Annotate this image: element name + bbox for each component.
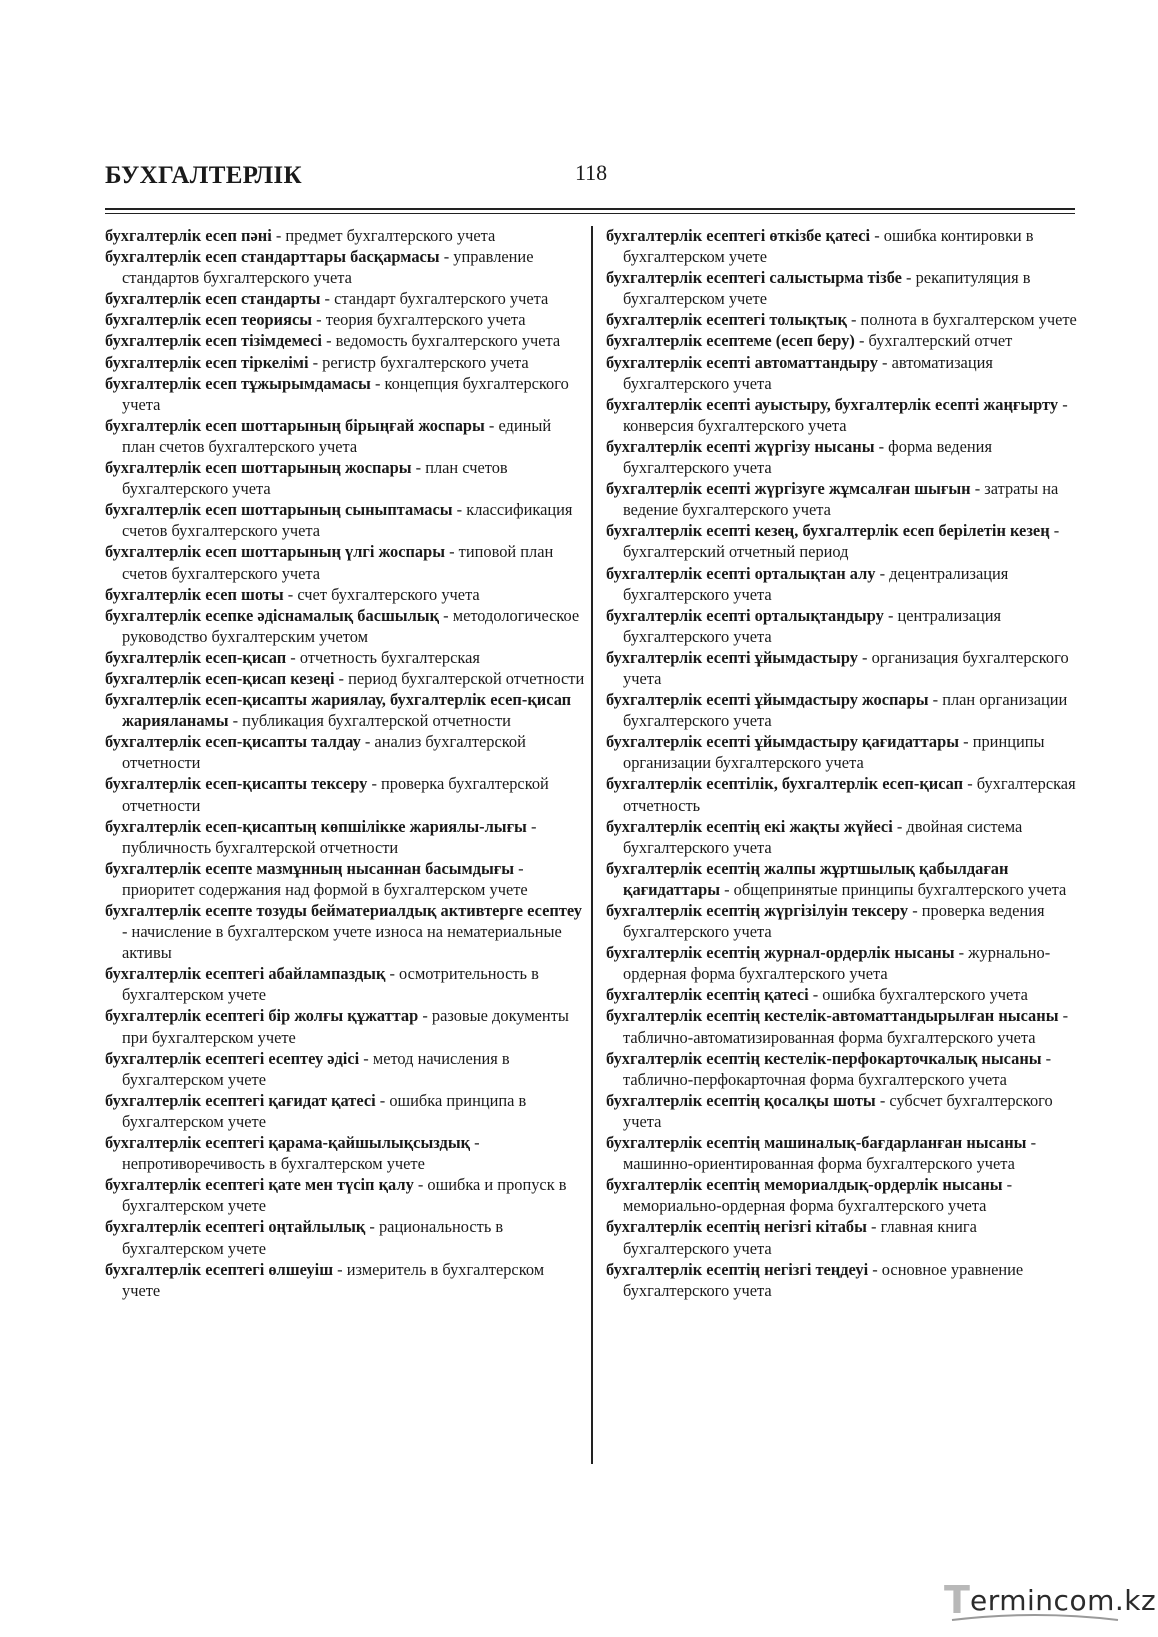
- dictionary-entry: [606, 352, 1078, 394]
- dictionary-entry: [105, 1259, 585, 1301]
- dictionary-entry: [105, 689, 585, 731]
- entry-term: бухгалтерлік есепті кезең, бухгалтерлік есеп берілетін кезең: [606, 521, 1050, 541]
- dictionary-entry: [606, 330, 1078, 351]
- entry-term: бухгалтерлік есепті орталықтандыру: [606, 605, 884, 625]
- entry-term: бухгалтерлік есептің жалпы жұртшылық қабылдаған қағидаттары: [606, 858, 1009, 899]
- dictionary-entry: [606, 1132, 1078, 1174]
- entry-definition: - публикация бухгалтерской отчетности: [228, 711, 511, 731]
- entry-definition: - единый план счетов бухгалтерского учета: [122, 415, 552, 456]
- entry-definition: - счет бухгалтерского учета: [283, 584, 480, 604]
- entry-definition: - начисление в бухгалтерском учете износа на нематериальные активы: [122, 922, 562, 963]
- entry-definition: - основное уравнение бухгалтерского учета: [623, 1259, 1024, 1300]
- entry-term: бухгалтерлік есеп шоттарының үлгі жоспары: [105, 542, 446, 562]
- entry-term: бухгалтерлік есеп шоттарының бірыңғай жоспары: [105, 415, 485, 435]
- dictionary-entry: [606, 436, 1078, 478]
- entry-definition: - предмет бухгалтерского учета: [271, 226, 496, 245]
- entry-term: бухгалтерлік есеп-қисап: [105, 647, 287, 667]
- entry-term: бухгалтерлік есеп тізімдемесі: [105, 331, 322, 351]
- dictionary-entry: [606, 394, 1078, 436]
- entry-definition: - форма ведения бухгалтерского учета: [623, 436, 992, 478]
- left-column: [105, 225, 585, 1301]
- dictionary-entry: [606, 1259, 1078, 1301]
- entry-definition: - рекапитуляция в бухгалтерском учете: [623, 268, 1031, 309]
- entry-term: бухгалтерлік есеп шоттарының жоспары: [105, 458, 412, 478]
- entry-term: бухгалтерлік есептің журнал-ордерлік нысаны: [606, 943, 955, 963]
- entry-term: бухгалтерлік есеп стандарты: [105, 289, 321, 309]
- dictionary-entry: [606, 1048, 1078, 1090]
- dictionary-entry: [105, 457, 585, 499]
- entry-definition: - ошибка контировки в бухгалтерском учете: [623, 226, 1034, 267]
- entry-term: бухгалтерлік есептің екі жақты жүйесі: [606, 816, 893, 836]
- entry-term: бухгалтерлік есеп тұжырымдамасы: [105, 373, 371, 393]
- dictionary-entry: [105, 816, 585, 858]
- entry-definition: - машинно-ориентированная форма бухгалтерского учета: [623, 1133, 1037, 1174]
- entry-term: бухгалтерлік есептің машиналық-бағдарланған нысаны: [606, 1133, 1027, 1153]
- entry-definition: - концепция бухгалтерского учета: [122, 373, 569, 414]
- entry-term: бухгалтерлік есеп теориясы: [105, 310, 313, 330]
- entry-term: бухгалтерлік есепті ауыстыру, бухгалтерлік есепті жаңғырту: [606, 394, 1059, 414]
- entry-definition: - полнота в бухгалтерском учете: [846, 310, 1077, 330]
- entry-definition: - автоматизация бухгалтерского учета: [623, 352, 993, 393]
- dictionary-entry: [105, 1048, 585, 1090]
- dictionary-entry: [105, 731, 585, 773]
- dictionary-entry: [105, 900, 585, 963]
- entry-definition: - конверсия бухгалтерского учета: [623, 394, 1068, 435]
- entry-term: бухгалтерлік есеп-қисапты талдау: [105, 732, 361, 752]
- entry-term: бухгалтерлік есеп пәні: [105, 226, 272, 245]
- dictionary-entry: [606, 900, 1078, 942]
- dictionary-entry: [105, 288, 585, 309]
- entry-definition: - проверка ведения бухгалтерского учета: [623, 901, 1045, 942]
- dictionary-entry: [606, 984, 1078, 1005]
- entry-definition: - типовой план счетов бухгалтерского учета: [122, 542, 554, 583]
- entry-definition: - осмотрительность в бухгалтерском учете: [122, 964, 539, 1005]
- dictionary-entry: [105, 225, 585, 246]
- entry-term: бухгалтерлік есептегі қате мен түсіп қалу: [105, 1175, 414, 1195]
- entry-definition: - журнально-ордерная форма бухгалтерского учета: [623, 943, 1051, 984]
- entry-definition: - теория бухгалтерского учета: [312, 310, 526, 330]
- entry-term: бухгалтерлік есептің негізгі теңдеуі: [606, 1259, 869, 1279]
- dictionary-entry: [105, 1005, 585, 1047]
- entry-term: бухгалтерлік есептің кестелік-автоматтандырылған нысаны: [606, 1006, 1059, 1026]
- entry-definition: - план организации бухгалтерского учета: [623, 690, 1068, 731]
- entry-term: бухгалтерлік есептеме (есеп беру): [606, 331, 855, 351]
- running-head: БУХГАЛТЕРЛІК: [105, 162, 302, 189]
- entry-definition: - принципы организации бухгалтерского учета: [623, 732, 1045, 773]
- entry-term: бухгалтерлік есептің мемориалдық-ордерлік нысаны: [606, 1175, 1003, 1195]
- entry-term: бухгалтерлік есептің негізгі кітабы: [606, 1217, 867, 1237]
- entry-definition: - таблично-перфокарточная форма бухгалтерского учета: [623, 1048, 1052, 1089]
- watermark-initial: T: [944, 1578, 970, 1622]
- entry-term: бухгалтерлік есепті орталықтан алу: [606, 563, 876, 583]
- entry-term: бухгалтерлік есептегі қарама-қайшылықсыздық: [105, 1133, 471, 1153]
- entry-definition: - приоритет содержания над формой в бухгалтерском учете: [122, 858, 528, 899]
- entry-term: бухгалтерлік есептегі толықтық: [606, 310, 847, 330]
- dictionary-entry: [606, 478, 1078, 520]
- dictionary-entry: [105, 330, 585, 351]
- dictionary-entry: [105, 415, 585, 457]
- entry-term: бухгалтерлік есептегі өткізбе қатесі: [606, 226, 871, 245]
- entry-term: бухгалтерлік есептегі есептеу әдісі: [105, 1048, 360, 1068]
- entry-definition: - ведомость бухгалтерского учета: [321, 331, 561, 351]
- entry-definition: - измеритель в бухгалтерском учете: [122, 1259, 545, 1300]
- page-header: [105, 158, 1075, 198]
- entry-definition: - отчетность бухгалтерская: [286, 647, 480, 667]
- dictionary-entry: [105, 541, 585, 583]
- entry-term: бухгалтерлік есеп-қисапты жариялау, бухгалтерлік есеп-қисап жарияланамы: [105, 690, 572, 731]
- entry-term: бухгалтерлік есепті автоматтандыру: [606, 352, 878, 372]
- entry-definition: - затраты на ведение бухгалтерского учета: [623, 479, 1059, 520]
- watermark-swoosh-icon: [950, 1612, 1120, 1624]
- entry-term: бухгалтерлік есеп-қисаптың көпшілікке жариялы-лығы: [105, 816, 527, 836]
- entry-term: бухгалтерлік есеп тіркелімі: [105, 352, 309, 372]
- page-number: 118: [575, 160, 608, 185]
- entry-term: бухгалтерлік есептегі оңтайлылық: [105, 1217, 366, 1237]
- entry-definition: - метод начисления в бухгалтерском учете: [122, 1048, 510, 1089]
- column-divider: [591, 226, 593, 1464]
- entry-term: бухгалтерлік есептің қатесі: [606, 985, 809, 1005]
- entry-definition: - ошибка и пропуск в бухгалтерском учете: [122, 1175, 567, 1216]
- dictionary-entry: [606, 942, 1078, 984]
- entry-definition: - публичность бухгалтерской отчетности: [122, 816, 537, 857]
- dictionary-entry: [105, 963, 585, 1005]
- entry-definition: - бухгалтерский отчет: [854, 331, 1013, 351]
- dictionary-entry: [105, 246, 585, 288]
- dictionary-entry: [606, 647, 1078, 689]
- entry-definition: - проверка бухгалтерской отчетности: [122, 774, 549, 815]
- dictionary-entry: [606, 773, 1078, 815]
- dictionary-entry: [606, 309, 1078, 330]
- entry-term: бухгалтерлік есепті ұйымдастыру қағидаттары: [606, 732, 960, 752]
- dictionary-entry: [606, 605, 1078, 647]
- entry-term: бухгалтерлік есеп-қисапты тексеру: [105, 774, 368, 794]
- dictionary-entry: [105, 499, 585, 541]
- dictionary-entry: [105, 584, 585, 605]
- entry-term: бухгалтерлік есептегі салыстырма тізбе: [606, 268, 902, 288]
- entry-definition: - методологическое руководство бухгалтерским учетом: [122, 605, 580, 646]
- entry-term: бухгалтерлік есепте мазмұнның нысаннан басымдығы: [105, 858, 515, 878]
- dictionary-entry: [105, 1132, 585, 1174]
- entry-term: бухгалтерлік есептілік, бухгалтерлік есеп-қисап: [606, 774, 964, 794]
- right-column: [606, 225, 1078, 1301]
- entry-term: бухгалтерлік есепті ұйымдастыру жоспары: [606, 690, 929, 710]
- dictionary-entry: [606, 1005, 1078, 1047]
- watermark-logo: [944, 1578, 1157, 1628]
- dictionary-entry: [105, 605, 585, 647]
- entry-definition: - разовые документы при бухгалтерском учете: [122, 1006, 569, 1047]
- dictionary-entry: [105, 1090, 585, 1132]
- dictionary-entry: [105, 309, 585, 330]
- entry-term: бухгалтерлік есеп стандарттары басқармасы: [105, 247, 440, 267]
- dictionary-entry: [606, 816, 1078, 858]
- entry-term: бухгалтерлік есептің жүргізілуін тексеру: [606, 901, 909, 920]
- dictionary-entry: [606, 225, 1078, 267]
- entry-term: бухгалтерлік есепті жүргізу нысаны: [606, 436, 875, 456]
- entry-term: бухгалтерлік есептегі өлшеуіш: [105, 1259, 334, 1279]
- entry-definition: - бухгалтерская отчетность: [623, 774, 1076, 815]
- entry-definition: - ошибка принципа в бухгалтерском учете: [122, 1090, 527, 1131]
- entry-definition: - общепринятые принципы бухгалтерского учета: [720, 879, 1067, 899]
- entry-term: бухгалтерлік есептің қосалқы шоты: [606, 1090, 876, 1110]
- entry-term: бухгалтерлік есептегі абайлампаздық: [105, 964, 386, 984]
- header-rule-thick: [105, 208, 1075, 210]
- dictionary-entry: [105, 352, 585, 373]
- dictionary-entry: [606, 689, 1078, 731]
- dictionary-entry: [105, 1216, 585, 1258]
- entry-definition: - план счетов бухгалтерского учета: [122, 458, 508, 499]
- entry-term: бухгалтерлік есеп шоты: [105, 584, 284, 604]
- entry-term: бухгалтерлік есепке әдіснамалық басшылық: [105, 605, 440, 625]
- entry-term: бухгалтерлік есепті ұйымдастыру: [606, 647, 858, 667]
- dictionary-entry: [606, 563, 1078, 605]
- dictionary-entry: [105, 373, 585, 415]
- entry-definition: - мемориально-ордерная форма бухгалтерского учета: [623, 1175, 1013, 1216]
- dictionary-entry: [606, 731, 1078, 773]
- entry-definition: - децентрализация бухгалтерского учета: [623, 563, 1009, 604]
- dictionary-entry: [606, 520, 1078, 562]
- header-rule-thin: [105, 213, 1075, 214]
- dictionary-entry: [105, 647, 585, 668]
- entry-term: бухгалтерлік есептің кестелік-перфокарточкалық нысаны: [606, 1048, 1042, 1068]
- dictionary-entry: [105, 668, 585, 689]
- dictionary-entry: [105, 858, 585, 900]
- entry-definition: - непротиворечивость в бухгалтерском учете: [122, 1133, 480, 1174]
- entry-definition: - главная книга бухгалтерского учета: [623, 1217, 977, 1258]
- entry-definition: - период бухгалтерской отчетности: [334, 668, 585, 688]
- entry-definition: - анализ бухгалтерской отчетности: [122, 732, 526, 773]
- entry-term: бухгалтерлік есепте тозуды бейматериалдық активтерге есептеу: [105, 901, 582, 920]
- entry-definition: - централизация бухгалтерского учета: [623, 605, 1002, 646]
- entry-definition: - бухгалтерский отчетный период: [623, 521, 1060, 562]
- entry-definition: - стандарт бухгалтерского учета: [320, 289, 549, 309]
- entry-term: бухгалтерлік есеп-қисап кезеңі: [105, 668, 335, 688]
- entry-definition: - организация бухгалтерского учета: [623, 647, 1069, 688]
- dictionary-entry: [606, 267, 1078, 309]
- entry-definition: - двойная система бухгалтерского учета: [623, 816, 1023, 857]
- entry-definition: - субсчет бухгалтерского учета: [623, 1090, 1053, 1131]
- watermark-text: ermincom.kz: [970, 1584, 1157, 1617]
- dictionary-entry: [105, 773, 585, 815]
- entry-definition: - регистр бухгалтерского учета: [308, 352, 529, 372]
- dictionary-entry: [606, 858, 1078, 900]
- entry-definition: - управление стандартов бухгалтерского учета: [122, 247, 534, 288]
- entry-definition: - таблично-автоматизированная форма бухгалтерского учета: [623, 1006, 1069, 1047]
- dictionary-entry: [606, 1174, 1078, 1216]
- entry-definition: - ошибка бухгалтерского учета: [808, 985, 1028, 1005]
- dictionary-entry: [606, 1216, 1078, 1258]
- entry-definition: - классификация счетов бухгалтерского учета: [122, 500, 573, 541]
- entry-term: бухгалтерлік есептегі қағидат қатесі: [105, 1090, 376, 1110]
- dictionary-entry: [606, 1090, 1078, 1132]
- entry-term: бухгалтерлік есеп шоттарының сыныптамасы: [105, 500, 453, 520]
- entry-definition: - рациональность в бухгалтерском учете: [122, 1217, 504, 1258]
- dictionary-entry: [105, 1174, 585, 1216]
- entry-term: бухгалтерлік есепті жүргізуге жұмсалған шығын: [606, 479, 971, 499]
- entry-term: бухгалтерлік есептегі бір жолғы құжаттар: [105, 1006, 419, 1026]
